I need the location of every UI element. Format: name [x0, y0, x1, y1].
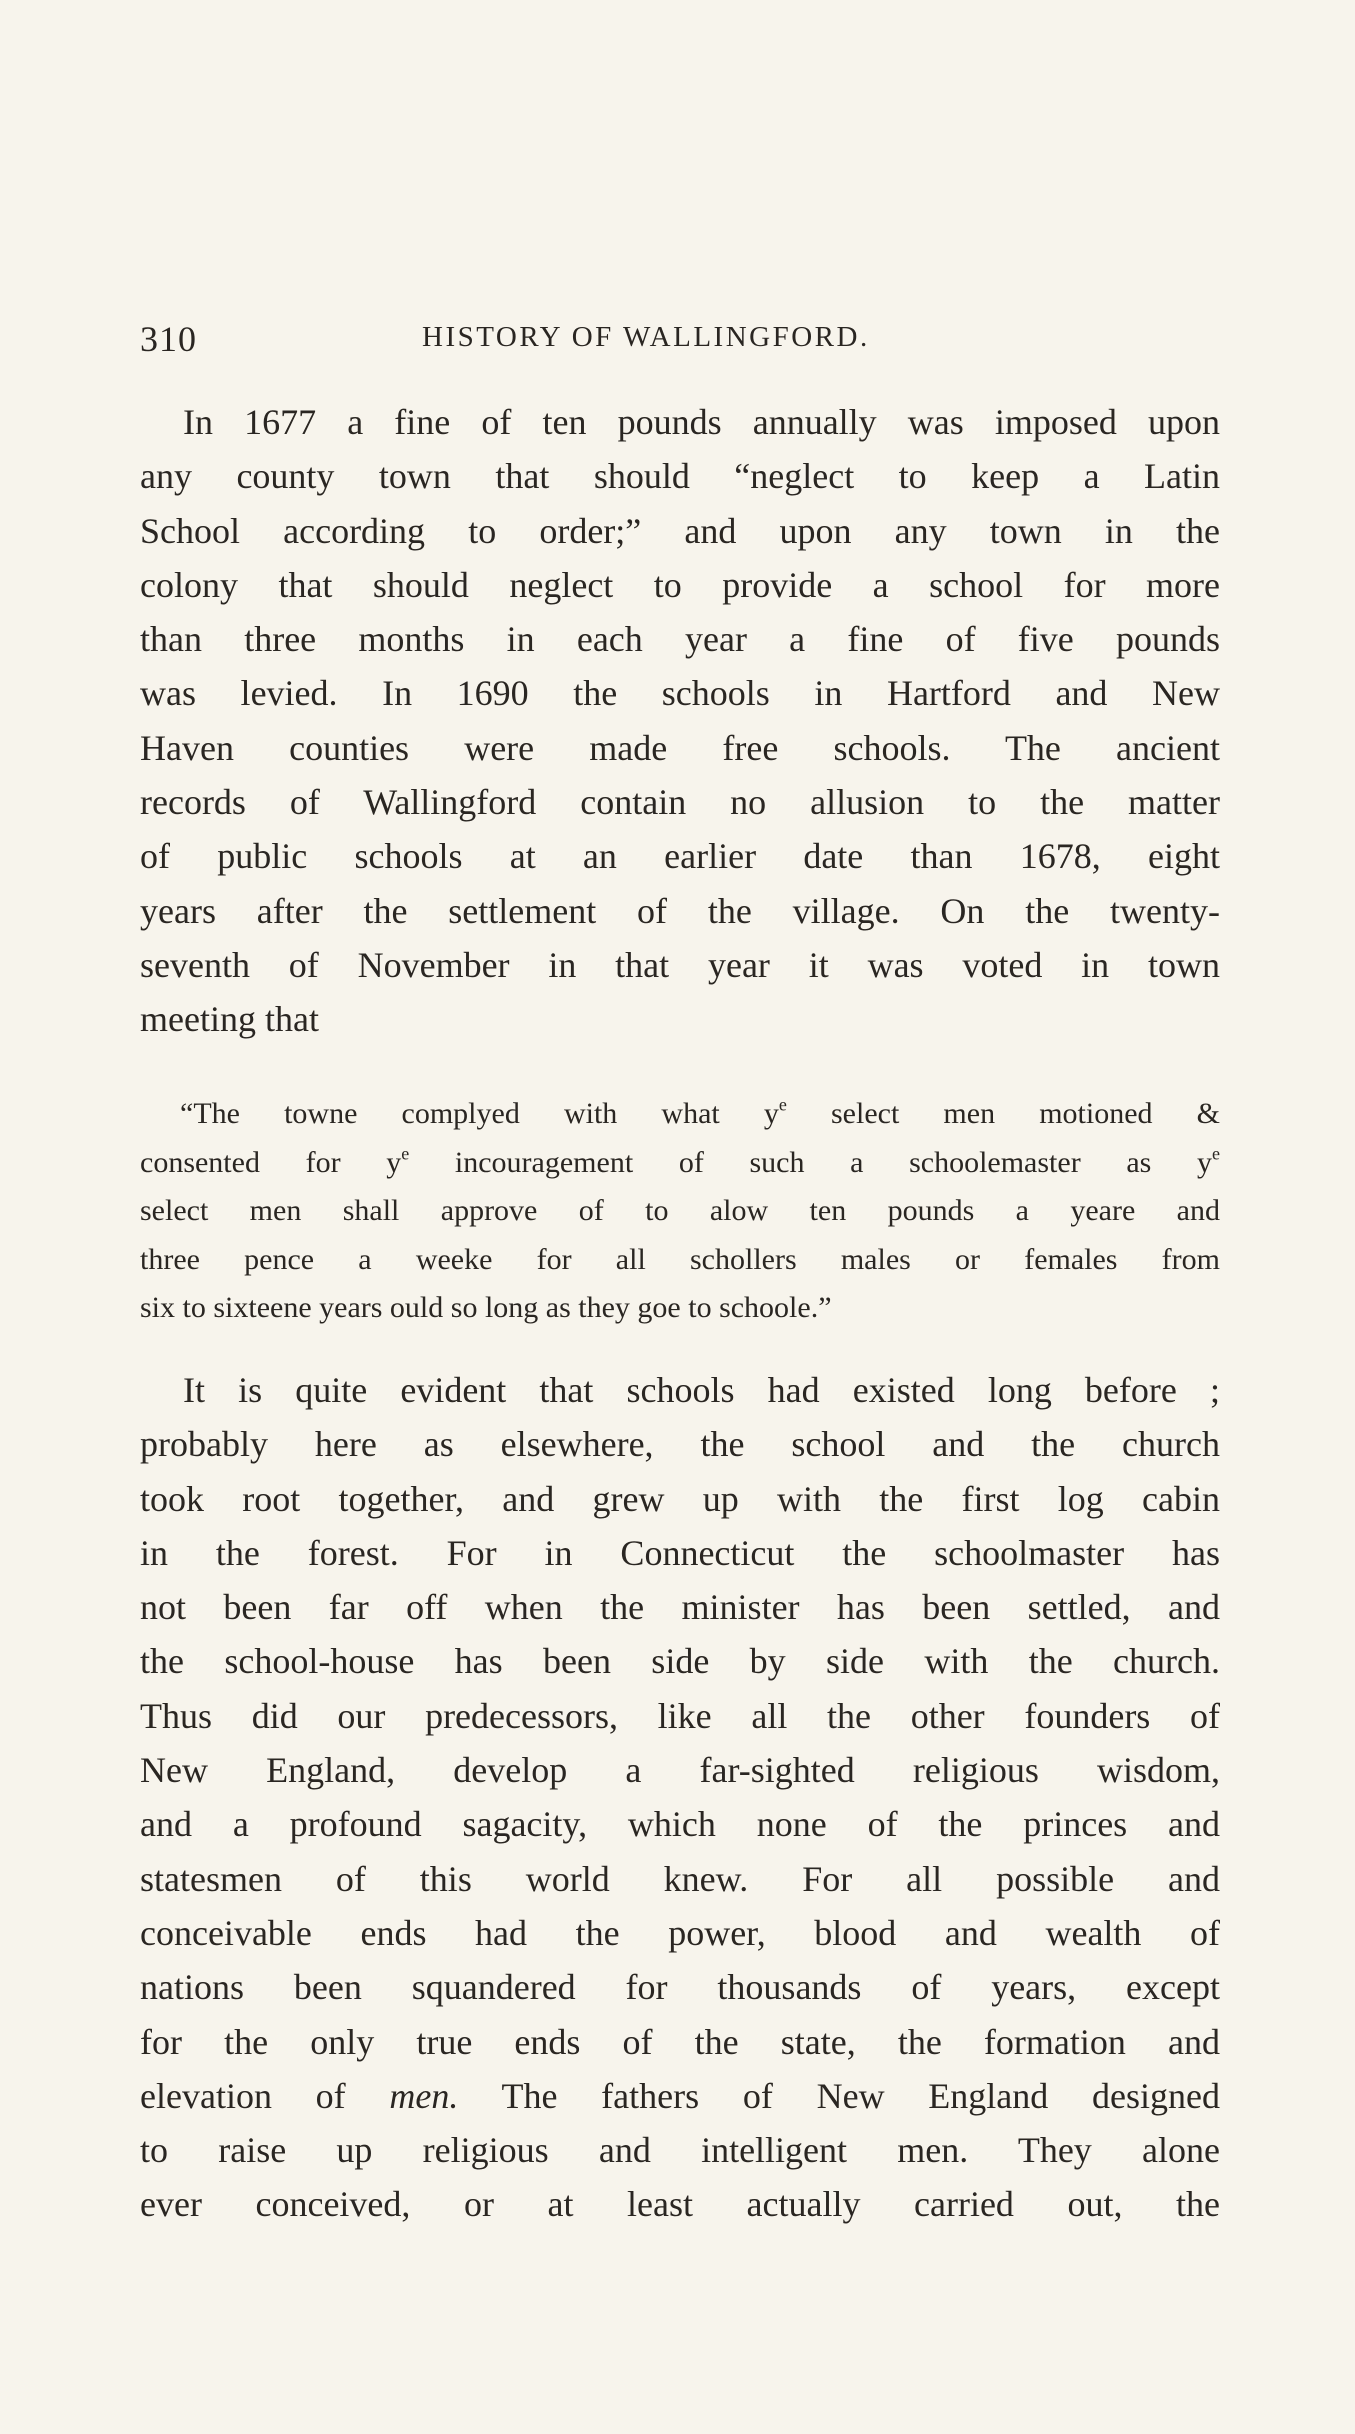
text-line: years after the settlement of the village. On the twenty- [140, 890, 1220, 931]
text-line: conceivable ends had the power, blood and wealth of [140, 1912, 1220, 1953]
text-line: colony that should neglect to provide a school for more [140, 564, 1220, 605]
page-header [140, 318, 1220, 368]
italic-emphasis: men. [389, 2075, 459, 2116]
text-line: meeting that [140, 999, 319, 1040]
text-line: was levied. In 1690 the schools in Hartford and New [140, 673, 1220, 714]
quote-line: consented for $y^e$ incouragement of such a schoolemaster as $y^e$ [140, 1142, 1220, 1179]
text-line: probably here as elsewhere, the school and the church [140, 1424, 1220, 1465]
text-line: in the forest. For in Connecticut the schoolmaster has [140, 1532, 1220, 1573]
text-line: and a profound sagacity, which none of the princes and [140, 1804, 1220, 1845]
paragraph-2 [140, 1363, 1220, 2232]
text-line: Haven counties were made free schools. The ancient [140, 727, 1220, 768]
quote-line: select men shall approve of to alow ten pounds a yeare and [140, 1194, 1220, 1227]
text-line: took root together, and grew up with the first log cabin [140, 1478, 1220, 1519]
text-line: to raise up religious and intelligent men. They alone [140, 2130, 1220, 2171]
text-line: ever conceived, or at least actually carried out, the [140, 2184, 1220, 2225]
town-record-quote [140, 1090, 1220, 1333]
text-line: elevation of men. The fathers of New England designed [140, 2075, 1220, 2116]
text-line: It is quite evident that schools had existed long before ; [183, 1370, 1220, 1410]
text-line: Thus did our predecessors, like all the other founders of [140, 1695, 1220, 1736]
text-line: nations been squandered for thousands of years, except [140, 1967, 1220, 2008]
text-line: School according to order;” and upon any town in the [140, 510, 1220, 551]
running-title: HISTORY OF WALLINGFORD. [422, 321, 870, 353]
quote-line: “The towne complyed with what $y^e$ select men motioned & [180, 1094, 1220, 1130]
text-line: New England, develop a far-sighted religious wisdom, [140, 1750, 1220, 1791]
text-line: of public schools at an earlier date than 1678, eight [140, 836, 1220, 877]
text-line: than three months in each year a fine of five pounds [140, 619, 1220, 660]
quote-line: three pence a weeke for all schollers males or females from [140, 1242, 1220, 1276]
text-line: any county town that should “neglect to keep a Latin [140, 456, 1220, 497]
text-line: records of Wallingford contain no allusion to the matter [140, 782, 1220, 823]
text-line: for the only true ends of the state, the formation and [140, 2021, 1220, 2062]
quote-line: six to sixteene years ould so long as they goe to schoole.” [140, 1291, 832, 1324]
text-line: the school-house has been side by side with the church. [140, 1641, 1220, 1682]
text-line: not been far off when the minister has been settled, and [140, 1587, 1220, 1628]
text-line: statesmen of this world knew. For all possible and [140, 1858, 1220, 1899]
page-number: 310 [140, 319, 197, 359]
text-line: In 1677 a fine of ten pounds annually was imposed upon [183, 402, 1220, 442]
paragraph-1 [140, 395, 1220, 1047]
text-line: seventh of November in that year it was voted in town [140, 944, 1220, 985]
